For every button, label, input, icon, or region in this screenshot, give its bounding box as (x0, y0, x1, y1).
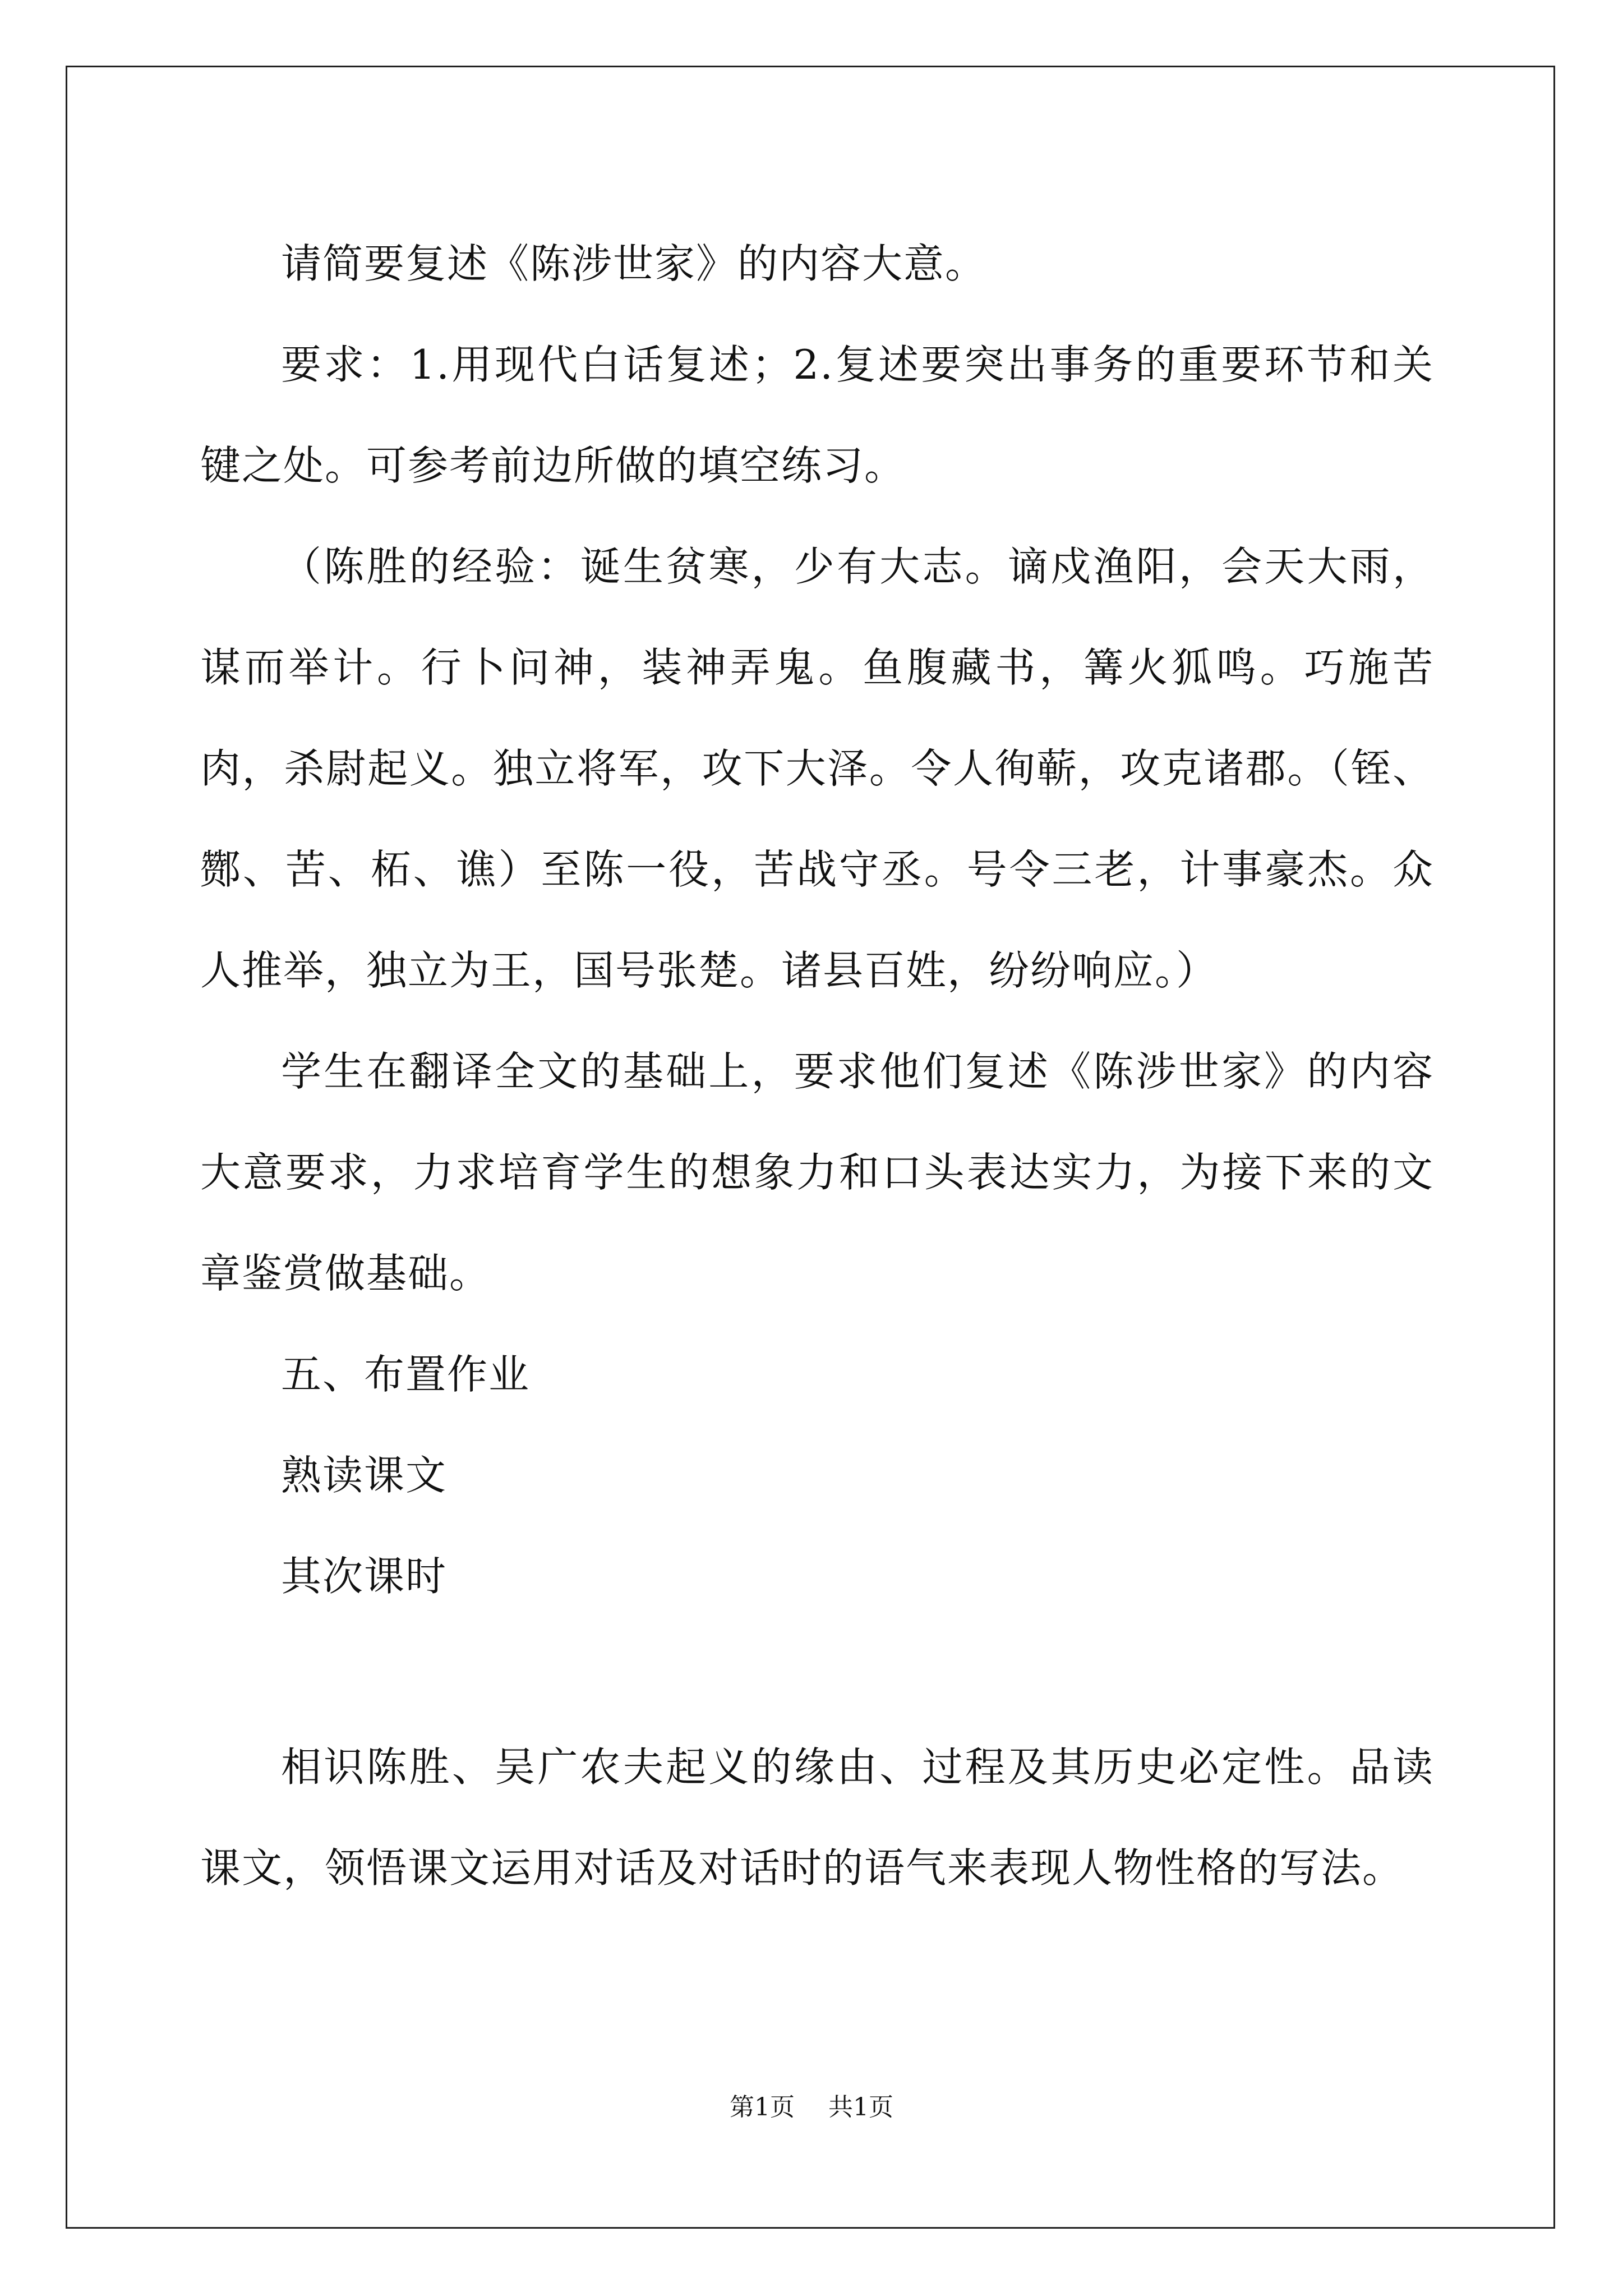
page-number: 第1页 (730, 2093, 795, 2122)
document-body (200, 213, 1434, 1918)
paragraph-chen-sheng-summary: （陈胜的经验：诞生贫寒，少有大志。谪戍渔阳，会天大雨，谋而举计。行卜问神，装神弄鬼。鱼腹藏书，篝火狐鸣。巧施苦肉，杀尉起义。独立将军，攻下大泽。令人徇蕲，攻克诸郡。（铚、酂、苦、柘、谯）至陈一役，苦战守丞。号令三老，计事豪杰。众人推举，独立为王，国号张楚。诸县百姓，纷纷响应。） (200, 543, 1434, 994)
paragraph-lesson-goals: 相识陈胜、吴广农夫起义的缘由、过程及其历史必定性。品读课文，领悟课文运用对话及对话时的语气来表现人物性格的写法。 (200, 1743, 1434, 1892)
paragraph-instruction: 请简要复述《陈涉世家》的内容大意。 (281, 240, 987, 287)
paragraph-student-task: 学生在翻译全文的基础上，要求他们复述《陈涉世家》的内容大意要求，力求培育学生的想象力和口头表达实力，为接下来的文章鉴赏做基础。 (200, 1048, 1434, 1297)
section-heading-second-lesson: 其次课时 (281, 1553, 448, 1600)
page-total: 共1页 (828, 2093, 893, 2122)
page-footer (0, 2087, 1623, 2123)
paragraph-requirements: 要求：1.用现代白话复述；2.复述要突出事务的重要环节和关键之处。可参考前边所做的填空练习。 (200, 341, 1434, 489)
section-heading-homework: 五、布置作业 (281, 1351, 531, 1398)
paragraph-homework-item: 熟读课文 (281, 1452, 448, 1499)
